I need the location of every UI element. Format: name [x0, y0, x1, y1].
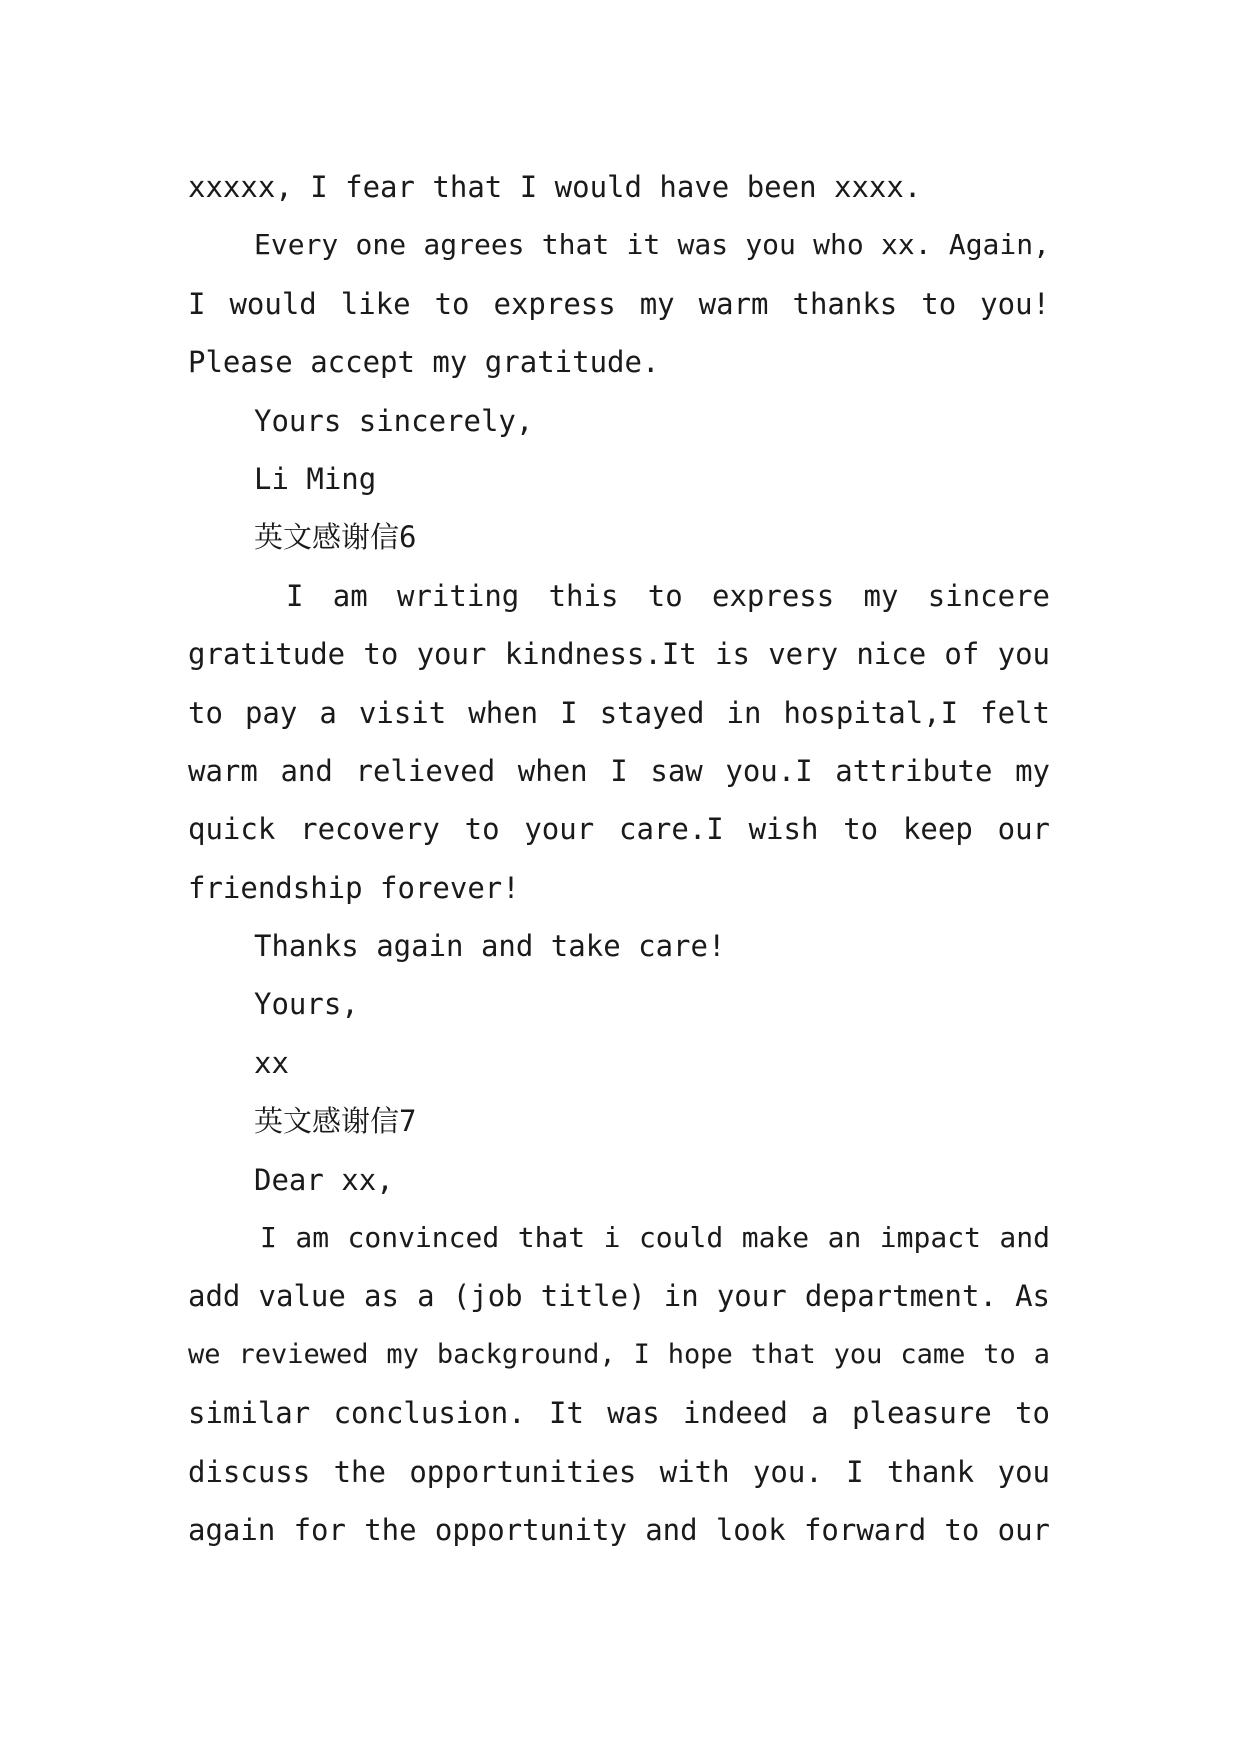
- paragraph-line: to pay a visit when I stayed in hospital,I felt: [188, 695, 1050, 730]
- paragraph-line: Please accept my gratitude.: [188, 345, 660, 380]
- paragraph-line: again for the opportunity and look forward to our: [188, 1512, 1050, 1547]
- section-heading: 英文感谢信6: [254, 520, 417, 555]
- paragraph-line: friendship forever!: [188, 870, 520, 905]
- paragraph-line: discuss the opportunities with you. I thank you: [188, 1454, 1050, 1489]
- closing-line: Thanks again and take care!: [254, 929, 726, 964]
- paragraph-line: xxxxx, I fear that I would have been xxxx.: [188, 170, 922, 204]
- closing-line: Yours sincerely,: [254, 403, 534, 438]
- document-page: [188, 158, 1050, 1559]
- paragraph-line: similar conclusion. It was indeed a pleasure to: [188, 1396, 1050, 1431]
- paragraph-line: warm and relieved when I saw you.I attribute my: [188, 753, 1050, 788]
- salutation-line: Dear xx,: [254, 1162, 394, 1197]
- signature-line: Li Ming: [254, 461, 377, 496]
- paragraph-line: gratitude to your kindness.It is very nice of you: [188, 637, 1050, 672]
- paragraph-line: I am convinced that i could make an impact and: [260, 1221, 1050, 1255]
- section-heading: 英文感谢信7: [254, 1104, 417, 1139]
- paragraph-line: I am writing this to express my sincere: [286, 578, 1050, 613]
- signature-line: xx: [254, 1045, 289, 1080]
- closing-line: Yours,: [254, 987, 359, 1022]
- paragraph-line: Every one agrees that it was you who xx. Again,: [254, 228, 1050, 262]
- paragraph-line: we reviewed my background, I hope that you came to a: [188, 1338, 1050, 1370]
- paragraph-line: quick recovery to your care.I wish to keep our: [188, 812, 1050, 847]
- paragraph-line: I would like to express my warm thanks to you!: [188, 286, 1050, 321]
- paragraph-line: add value as a (job title) in your department. As: [188, 1279, 1050, 1314]
